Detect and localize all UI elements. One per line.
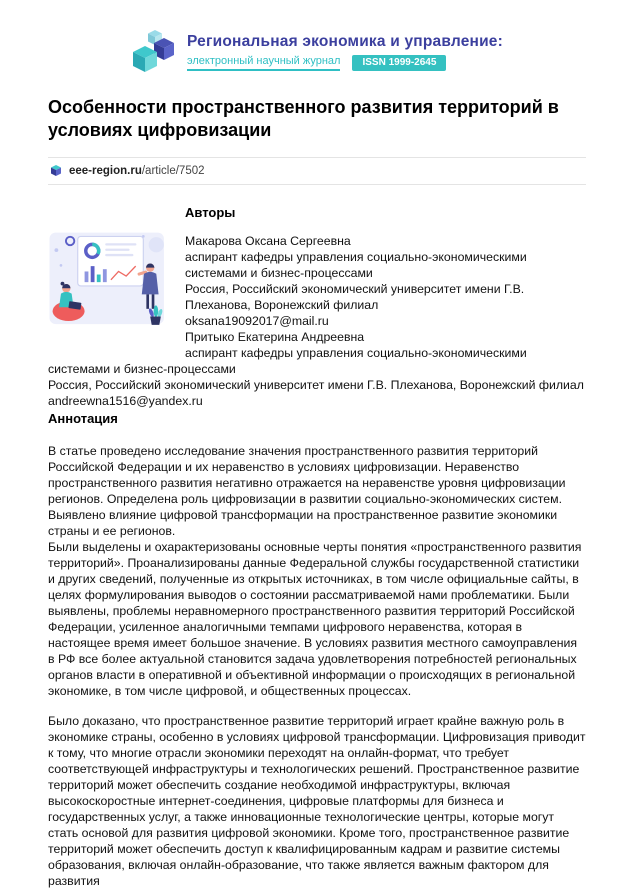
abstract-section <box>48 411 586 889</box>
author-affiliation: Россия, Российский экономический университет имени Г.В. Плеханова, Воронежский филиал <box>185 281 525 312</box>
author-affiliation: Россия, Российский экономический университет имени Г.В. Плеханова, Воронежский филиал <box>48 377 584 392</box>
authors-section <box>48 205 586 409</box>
journal-subtitle-row <box>187 55 503 71</box>
journal-title: Региональная экономика и управление: <box>187 33 503 50</box>
journal-logo-text <box>187 33 503 71</box>
authors-heading: Авторы <box>185 204 236 220</box>
author-email: oksana19092017@mail.ru <box>185 313 329 328</box>
source-domain: eee-region.ru <box>69 164 142 177</box>
issn-badge: ISSN 1999-2645 <box>352 55 446 71</box>
authors-illustration <box>48 207 170 355</box>
journal-favicon-icon <box>50 165 62 177</box>
author-email: andreewna1516@yandex.ru <box>48 393 203 408</box>
source-path: /article/7502 <box>141 164 205 177</box>
journal-subtitle: электронный научный журнал <box>187 55 340 71</box>
journal-header <box>48 30 586 74</box>
source-link[interactable] <box>69 165 205 177</box>
abstract-paragraph-1: В статье проведено исследование значения пространственного развития территорий Российской Федерации и их неравенство в условиях цифровизации. Неравенство пространственного развития негативно отражается на неравенстве уровня цифровизации регионов. Определена роль цифровизации в развитии социально-экономических систем. Выявлено влияние цифровой трансформации на пространственное развитие экономики страны и ее регионов. <box>48 443 566 538</box>
source-link-row <box>48 157 586 185</box>
article-title: Особенности пространственного развития территорий в условиях цифровизации <box>48 97 559 141</box>
author-role: аспирант кафедры управления социально-экономическими системами и бизнес-процессами <box>185 249 527 280</box>
abstract-heading: Аннотация <box>48 410 118 426</box>
author-name: Притыко Екатерина Андреевна <box>185 329 365 344</box>
abstract-paragraph-3: Было доказано, что пространственное развитие территорий играет крайне важную роль в экономике страны, особенно в условиях цифровой трансформации. Цифровизация приводит к тому, что многие отрасли экономики переходят на онлайн-формат, что требует соответствующей инфраструктуры и технологических решений. Пространственное развитие территорий может обеспечить создание необходимой инфраструктуры, включая высокоскоростные интернет-соединения, цифровые платформы для бизнеса и государственных услуг, а также инновационные технологические центры, которые могут стать основой для развития цифровой экономики. Кроме того, пространственное развитие территорий может обеспечить доступ к квалифицированным кадрам и развитие системы образования, включая онлайн-образование, что также является важным фактором для развития <box>48 713 586 888</box>
author-name: Макарова Оксана Сергеевна <box>185 233 351 248</box>
abstract-paragraph-2: Были выделены и охарактеризованы основные черты понятия «пространственного развития территорий». Проанализированы данные Федеральной службы государственной статистики и других сведений, полученные из открытых источниках, в том числе официальные сайты, в целях формулирования выводов о состоянии рассматриваемой нами проблематики. Были выявлены, проблемы неравномерного пространственного развития территорий Российской Федерации, усиленное аналогичными темпами цифрового неравенства, которая в настоящее время имеет большое значение. В условиях развития местного самоуправления в РФ все более актуальной становится задача удовлетворения потребностей региональных органов власти в оперативной и объективной информации о происходящих в региональной экономике, в том числе цифровой, и общественных процессах. <box>48 539 582 698</box>
author-role: аспирант кафедры управления социально-экономическими системами и бизнес-процессами <box>48 345 527 376</box>
journal-logo-icon <box>131 30 177 74</box>
journal-logo[interactable] <box>131 30 503 74</box>
